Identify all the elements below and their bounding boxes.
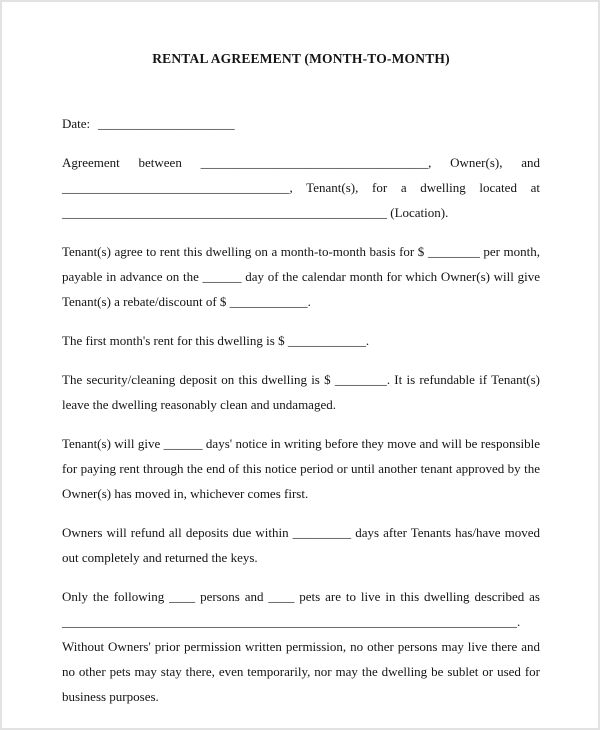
paragraph-deposit-refund: Owners will refund all deposits due within _________ days after Tenants has/have moved out completely and returned the keys. [62,525,540,565]
date-line [62,111,540,136]
paragraph-occupancy-limits: Only the following ____ persons and ____ pets are to live in this dwelling described as ______________________________________________________________________. [62,589,540,629]
date-label: Date: [62,116,91,131]
paragraph-security-deposit: The security/cleaning deposit on this dwelling is $ ________. It is refundable if Tenant(s) leave the dwelling reasonably clean and undamaged. [62,372,540,412]
paragraph-permission-restrictions: Without Owners' prior permission written permission, no other persons may live there and no other pets may stay there, even temporarily, nor may the dwelling be sublet or used for business purposes. [62,639,540,704]
paragraph-first-month-rent: The first month's rent for this dwelling is $ ____________. [62,333,370,348]
document-title: RENTAL AGREEMENT (MONTH-TO-MONTH) [152,51,450,66]
paragraph-agreement-parties: Agreement between ___________________________________, Owner(s), and ___________________________________, Tenant(s), for a dwelling located at __________________________________________________ (Location). [62,155,540,220]
date-blank-line: _____________________ [98,116,235,131]
paragraph-notice-period: Tenant(s) will give ______ days' notice in writing before they move and will be responsible for paying rent through the end of this notice period or until another tenant approved by the Owner(s) has moved in, whichever comes first. [62,436,540,501]
paragraph-rent-terms: Tenant(s) agree to rent this dwelling on a month-to-month basis for $ ________ per month, payable in advance on the ______ day of the calendar month for which Owner(s) will give Tenant(s) a rebate/discount of $ ____________. [62,244,540,309]
